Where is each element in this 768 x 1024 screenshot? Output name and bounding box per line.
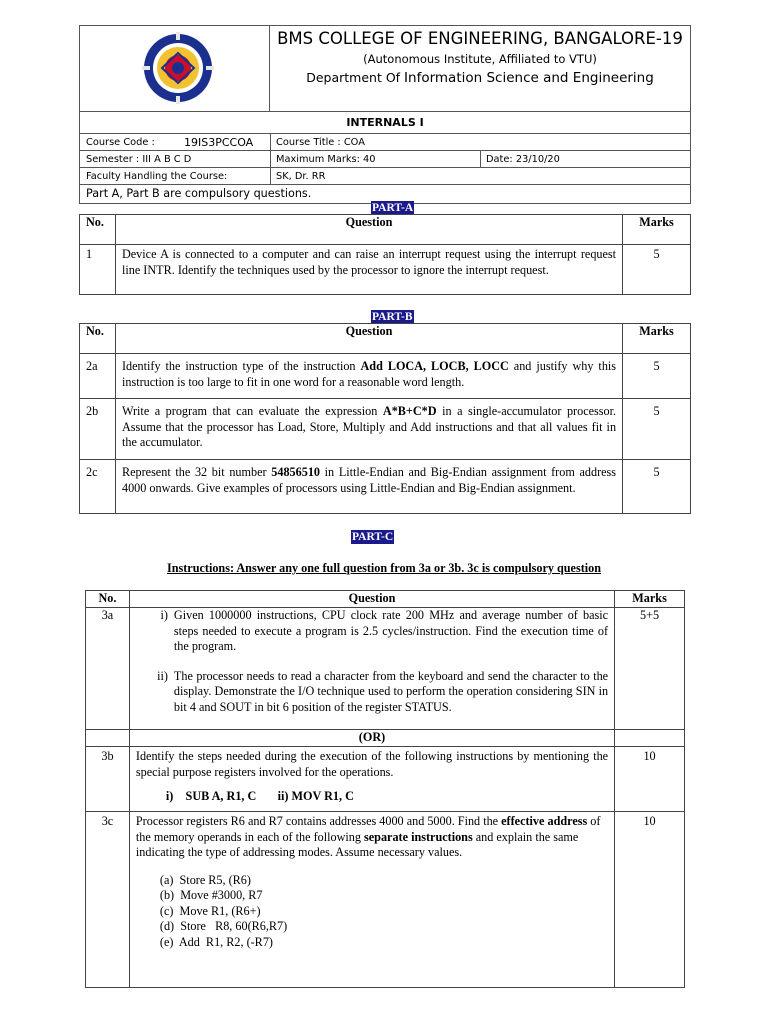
sub-number: ii) [157, 668, 168, 683]
part-c-label: PART-C [352, 531, 394, 543]
title-area [270, 26, 690, 111]
sub-text: The processor needs to read a character from the keyboard and send the character to the display. Demonstrate the I/O technique used to perform the operation considering SIN in bit 4 and SOUT in bit 6 position of the register STATUS. [173, 668, 609, 714]
part-c-table [85, 590, 685, 988]
list-item: (b) Move #3000, R7 [159, 888, 263, 902]
question-no: 3c [86, 812, 130, 988]
course-code: 19IS3PCCOA [184, 135, 254, 149]
table-header-row [86, 591, 685, 608]
question-no: 3a [86, 608, 130, 730]
question-text [129, 812, 614, 988]
question-no: 2c [80, 460, 116, 514]
text-part: of the memory operands in each of the following [135, 814, 601, 844]
question-marks: 5 [623, 245, 691, 295]
text-part: in a single-accumulator processor. Assume that the processor has Load, Store, Multiply and Add instructions and that all values fit in the accumulator. [121, 404, 617, 449]
text-part: Represent the 32 bit number [121, 465, 272, 479]
sub-number: i) [160, 608, 168, 622]
table-row [80, 399, 691, 460]
col-marks: Marks [623, 215, 691, 245]
question-text: Device A is connected to a computer and can raise an interrupt request using the interrupt request line INTR. Identify the techniques used by the processor to ignore the interrupt request. [115, 245, 622, 295]
list-item: (d) Store R8, 60(R6,R7) [159, 919, 288, 933]
text-part: Processor registers R6 and R7 contains addresses 4000 and 5000. Find the [135, 814, 502, 828]
question-marks: 5 [623, 399, 691, 460]
table-row [80, 460, 691, 514]
semester: Semester : III A B C D [86, 153, 192, 165]
table-row [80, 354, 691, 399]
col-no: No. [86, 591, 130, 608]
course-code-label: Course Code : [86, 136, 155, 148]
logo-cell [80, 26, 270, 111]
question-no: 1 [80, 245, 116, 295]
exam-header [79, 25, 691, 185]
col-question: Question [129, 591, 614, 608]
table-row [86, 608, 685, 730]
question-text [129, 747, 614, 812]
or-row [86, 730, 685, 747]
sub-question-i [146, 608, 608, 655]
question-text [115, 399, 622, 460]
faculty-names: SK, Dr. RR [276, 171, 326, 182]
max-marks: Maximum Marks: 40 [276, 153, 376, 165]
affiliation: (Autonomous Institute, Affiliated to VTU) [363, 52, 597, 66]
instruction-2: ii) MOV R1, C [277, 789, 354, 803]
question-no: 2a [80, 354, 116, 399]
compulsory-note: Part A, Part B are compulsory questions. [79, 184, 691, 204]
list-item: (a) Store R5, (R6) [159, 872, 251, 887]
question-body: Identify the steps needed during the execution of the following instructions by mentioning the special purpose registers involved for the operations. [135, 749, 609, 779]
question-marks: 10 [615, 812, 685, 988]
course-title: Course Title : COA [276, 136, 365, 148]
bold-part: effective address [501, 814, 588, 828]
or-label: (OR) [129, 730, 614, 747]
dept-name: Information Science and Engineering [404, 70, 654, 86]
question-marks: 5 [623, 354, 691, 399]
list-item: (c) Move R1, (R6+) [159, 903, 261, 918]
col-question: Question [115, 215, 622, 245]
table-row [86, 812, 685, 988]
col-question: Question [115, 324, 622, 354]
question-marks: 5+5 [615, 608, 685, 730]
question-no: 3b [86, 747, 130, 812]
question-no: 2b [80, 399, 116, 460]
part-b-label: PART-B [372, 311, 413, 323]
sub-text: Given 1000000 instructions, CPU clock rate 200 MHz and average number of basic steps needed to execute a program is 2.5 cycles/instruction. Find the execution time of the program. [173, 608, 609, 653]
text-part: and justify why this instruction is too large to fit in one word for a reasonable word length. [121, 359, 617, 389]
question-marks: 10 [615, 747, 685, 812]
bold-part: Add LOCA, LOCB, LOCC [360, 359, 509, 373]
instructions-text: Instructions: Answer any one full question from 3a or 3b. 3c is compulsory question [166, 561, 602, 575]
instruction-list [136, 873, 608, 951]
college-name: BMS COLLEGE OF ENGINEERING, BANGALORE-19 [277, 29, 683, 48]
table-row [80, 245, 691, 295]
table-header-row [80, 215, 691, 245]
table-header-row [80, 324, 691, 354]
col-no: No. [80, 215, 116, 245]
exam-date: Date: 23/10/20 [486, 153, 560, 165]
semester-row [80, 150, 690, 167]
col-no: No. [80, 324, 116, 354]
part-c-instructions [0, 561, 768, 576]
instruction-1: i) SUB A, R1, C [165, 789, 257, 803]
sub-question-ii [146, 669, 608, 716]
text-part: Write a program that can evaluate the expression [121, 404, 383, 418]
instruction-list [136, 789, 608, 805]
question-text [115, 354, 622, 399]
question-body [136, 814, 608, 861]
empty-cell [86, 730, 130, 747]
list-item: (e) Add R1, R2, (-R7) [159, 934, 273, 949]
course-row [80, 133, 690, 150]
college-logo-icon [142, 31, 214, 105]
part-a-label: PART-A [372, 202, 414, 214]
faculty-row [80, 167, 690, 185]
dept-prefix: Department Of [306, 70, 401, 85]
bold-part: separate instructions [364, 829, 473, 844]
text-part: in Little-Endian and Big-Endian assignment from address 4000 onwards. Give examples of processors using Little-Endian and Big-Endian assignment. [121, 465, 617, 495]
exam-title-row [80, 111, 690, 133]
text-part: and explain the same indicating the type of addressing modes. Assume necessary values. [135, 829, 579, 859]
part-b-table [79, 323, 691, 514]
table-row [86, 747, 685, 812]
question-text [129, 608, 614, 730]
bold-part: A*B+C*D [382, 404, 437, 418]
question-marks: 5 [623, 460, 691, 514]
empty-cell [615, 730, 685, 747]
question-text [115, 460, 622, 514]
exam-title: INTERNALS I [346, 116, 424, 129]
col-marks: Marks [623, 324, 691, 354]
bold-part: 54856510 [271, 465, 320, 479]
department [270, 70, 690, 86]
part-a-table [79, 214, 691, 295]
text-part: Identify the instruction type of the instruction [121, 359, 361, 373]
faculty-label: Faculty Handling the Course: [86, 171, 228, 182]
col-marks: Marks [615, 591, 685, 608]
